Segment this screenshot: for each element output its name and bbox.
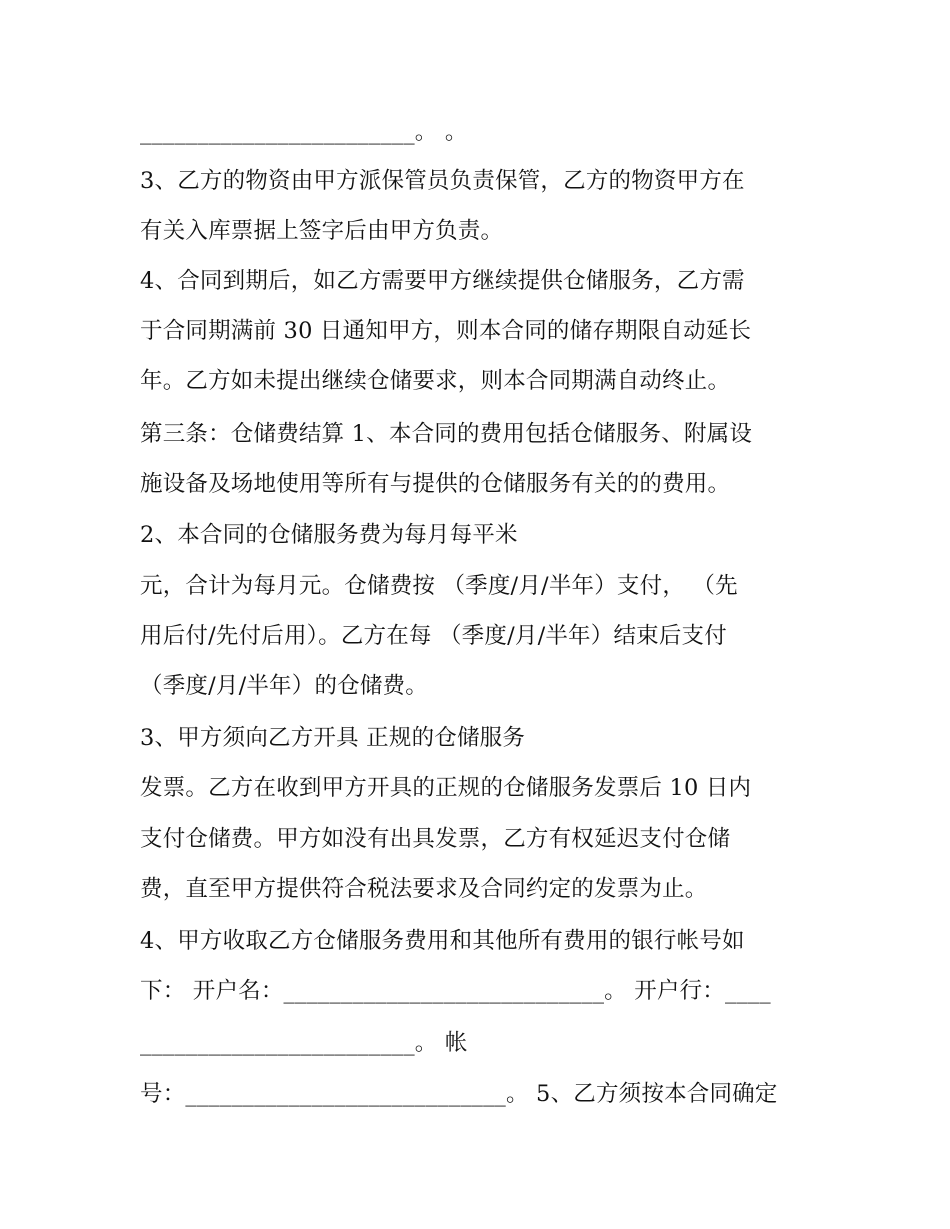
text-line: 3、甲方须向乙方开具 正规的仓储服务 [140, 725, 526, 751]
text-line: 于合同期满前 30 日通知甲方，则本合同的储存期限自动延长 [140, 318, 752, 344]
text-line: 年。乙方如未提出继续仓储要求，则本合同期满自动终止。 [140, 368, 731, 394]
text-line: 有关入库票据上签字后由甲方负责。 [140, 218, 504, 244]
text-line: 用后付/先付后用）。乙方在每 （季度/月/半年）结束后支付 [140, 623, 727, 649]
text-line: 发票。乙方在收到甲方开具的正规的仓储服务发票后 10 日内 [140, 775, 752, 801]
text-line: 施设备及场地使用等所有与提供的仓储服务有关的的费用。 [140, 471, 731, 497]
text-line: 元，合计为每月元。仓储费按 （季度/月/半年）支付， （先 [140, 573, 738, 599]
text-line: 4、甲方收取乙方仓储服务费用和其他所有费用的银行帐号如 [140, 928, 745, 954]
text-line: 3、乙方的物资由甲方派保管员负责保管，乙方的物资甲方在 [140, 168, 745, 194]
text-line: 2、本合同的仓储服务费为每月每平米 [140, 522, 518, 548]
text-line: （季度/月/半年）的仓储费。 [140, 673, 428, 699]
text-line: 第三条：仓储费结算 1、本合同的费用包括仓储服务、附属设 [140, 421, 753, 447]
text-line: 下： 开户名：____________________________。 开户行：____ [140, 978, 771, 1004]
text-line: ________________________。 。 [140, 119, 468, 145]
text-line: 4、合同到期后，如乙方需要甲方继续提供仓储服务，乙方需 [140, 268, 745, 294]
text-line: 号：____________________________。 5、乙方须按本合同确定 [140, 1081, 778, 1107]
text-line: 支付仓储费。甲方如没有出具发票，乙方有权延迟支付仓储 [140, 826, 731, 852]
text-line: ________________________。 帐 [140, 1030, 468, 1056]
text-line: 费，直至甲方提供符合税法要求及合同约定的发票为止。 [140, 876, 708, 902]
